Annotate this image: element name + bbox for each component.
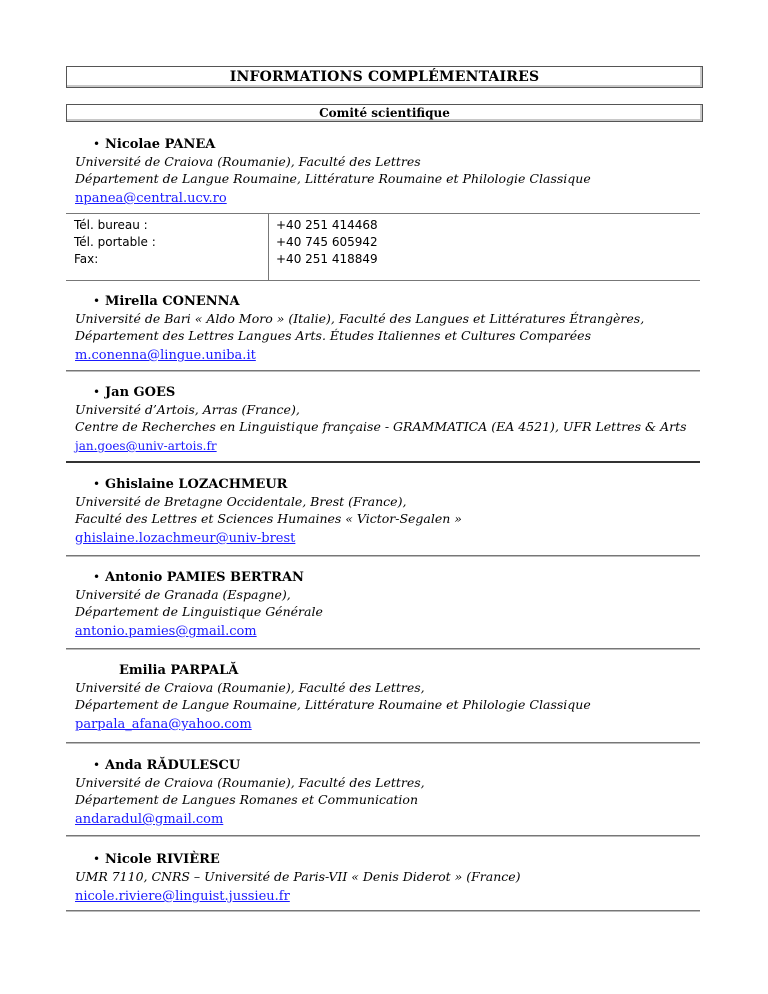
member-affiliation: Université de Bari « Aldo Moro » (Italie), Faculté des Langues et Littératures Étrangères, — [75, 311, 645, 326]
member-affiliation: Université de Craiova (Roumanie), Faculté des Lettres, — [75, 680, 425, 695]
member-affiliation: Université de Craiova (Roumanie), Faculté des Lettres — [75, 154, 421, 169]
bullet-icon: • — [93, 570, 101, 584]
member-entry — [75, 476, 699, 548]
member-name: Ghislaine LOZACHMEUR — [105, 477, 288, 492]
member-email-link[interactable]: jan.goes@univ-artois.fr — [75, 439, 217, 453]
bullet-icon: • — [93, 137, 101, 151]
member-email-link[interactable]: antonio.pamies@gmail.com — [75, 624, 257, 639]
table-divider — [268, 214, 269, 280]
member-department: Département de Langue Roumaine, Littérature Roumaine et Philologie Classique — [75, 171, 591, 186]
phone-value-fax: +40 251 418849 — [276, 252, 378, 266]
member-name: Antonio PAMIES BERTRAN — [105, 570, 304, 585]
member-entry — [75, 757, 699, 829]
member-department: Faculté des Lettres et Sciences Humaines « Victor-Segalen » — [75, 511, 462, 526]
member-entry — [75, 569, 699, 641]
phone-values — [276, 217, 378, 268]
member-name: Emilia PARPALĂ — [119, 663, 239, 678]
member-department: Département de Langue Roumaine, Littérature Roumaine et Philologie Classique — [75, 697, 591, 712]
separator — [66, 742, 700, 743]
member-affiliation: UMR 7110, CNRS – Université de Paris-VII « Denis Diderot » (France) — [75, 869, 521, 884]
separator — [66, 648, 700, 649]
member-entry — [75, 662, 699, 734]
member-name: Nicole RIVIÈRE — [105, 852, 220, 867]
member-email-link[interactable]: parpala_afana@yahoo.com — [75, 717, 252, 732]
member-email-link[interactable]: nicole.riviere@linguist.jussieu.fr — [75, 889, 290, 904]
phone-label-office: Tél. bureau : — [74, 218, 148, 232]
section-title: Comité scientifique — [66, 104, 703, 122]
phone-labels — [74, 217, 264, 268]
bullet-icon: • — [93, 294, 101, 308]
phone-value-mobile: +40 745 605942 — [276, 235, 378, 249]
separator — [66, 835, 700, 836]
member-affiliation: Université d’Artois, Arras (France), — [75, 402, 300, 417]
member-entry — [75, 851, 699, 906]
member-name: Mirella CONENNA — [105, 294, 240, 309]
phone-value-office: +40 251 414468 — [276, 218, 378, 232]
member-affiliation: Université de Bretagne Occidentale, Brest (France), — [75, 494, 407, 509]
member-entry — [75, 293, 699, 365]
member-name: Nicolae PANEA — [105, 137, 216, 152]
member-name: Anda RĂDULESCU — [105, 758, 241, 773]
member-email-link[interactable]: npanea@central.ucv.ro — [75, 191, 227, 206]
bullet-icon: • — [93, 385, 101, 399]
member-email-link[interactable]: ghislaine.lozachmeur@univ-brest — [75, 531, 296, 546]
phone-table — [66, 213, 700, 281]
member-entry — [75, 384, 699, 455]
phone-label-fax: Fax: — [74, 252, 99, 266]
member-email-link[interactable]: andaradul@gmail.com — [75, 812, 224, 827]
bullet-icon: • — [93, 477, 101, 491]
member-department: Département de Langues Romanes et Communication — [75, 792, 418, 807]
member-department: Département des Lettres Langues Arts. Études Italiennes et Cultures Comparées — [75, 328, 591, 343]
separator — [66, 555, 700, 556]
separator — [66, 370, 700, 371]
bullet-icon: • — [93, 852, 101, 866]
separator — [66, 461, 700, 463]
bullet-icon: • — [93, 758, 101, 772]
member-name: Jan GOES — [105, 385, 176, 400]
member-department: Département de Linguistique Générale — [75, 604, 323, 619]
phone-label-mobile: Tél. portable : — [74, 235, 156, 249]
member-entry — [75, 136, 699, 208]
page-title: INFORMATIONS COMPLÉMENTAIRES — [66, 66, 703, 88]
separator — [66, 910, 700, 911]
member-department: Centre de Recherches en Linguistique française - GRAMMATICA (EA 4521), UFR Lettres & Arts — [75, 419, 687, 434]
member-affiliation: Université de Granada (Espagne), — [75, 587, 291, 602]
member-email-link[interactable]: m.conenna@lingue.uniba.it — [75, 348, 256, 363]
member-affiliation: Université de Craiova (Roumanie), Faculté des Lettres, — [75, 775, 425, 790]
